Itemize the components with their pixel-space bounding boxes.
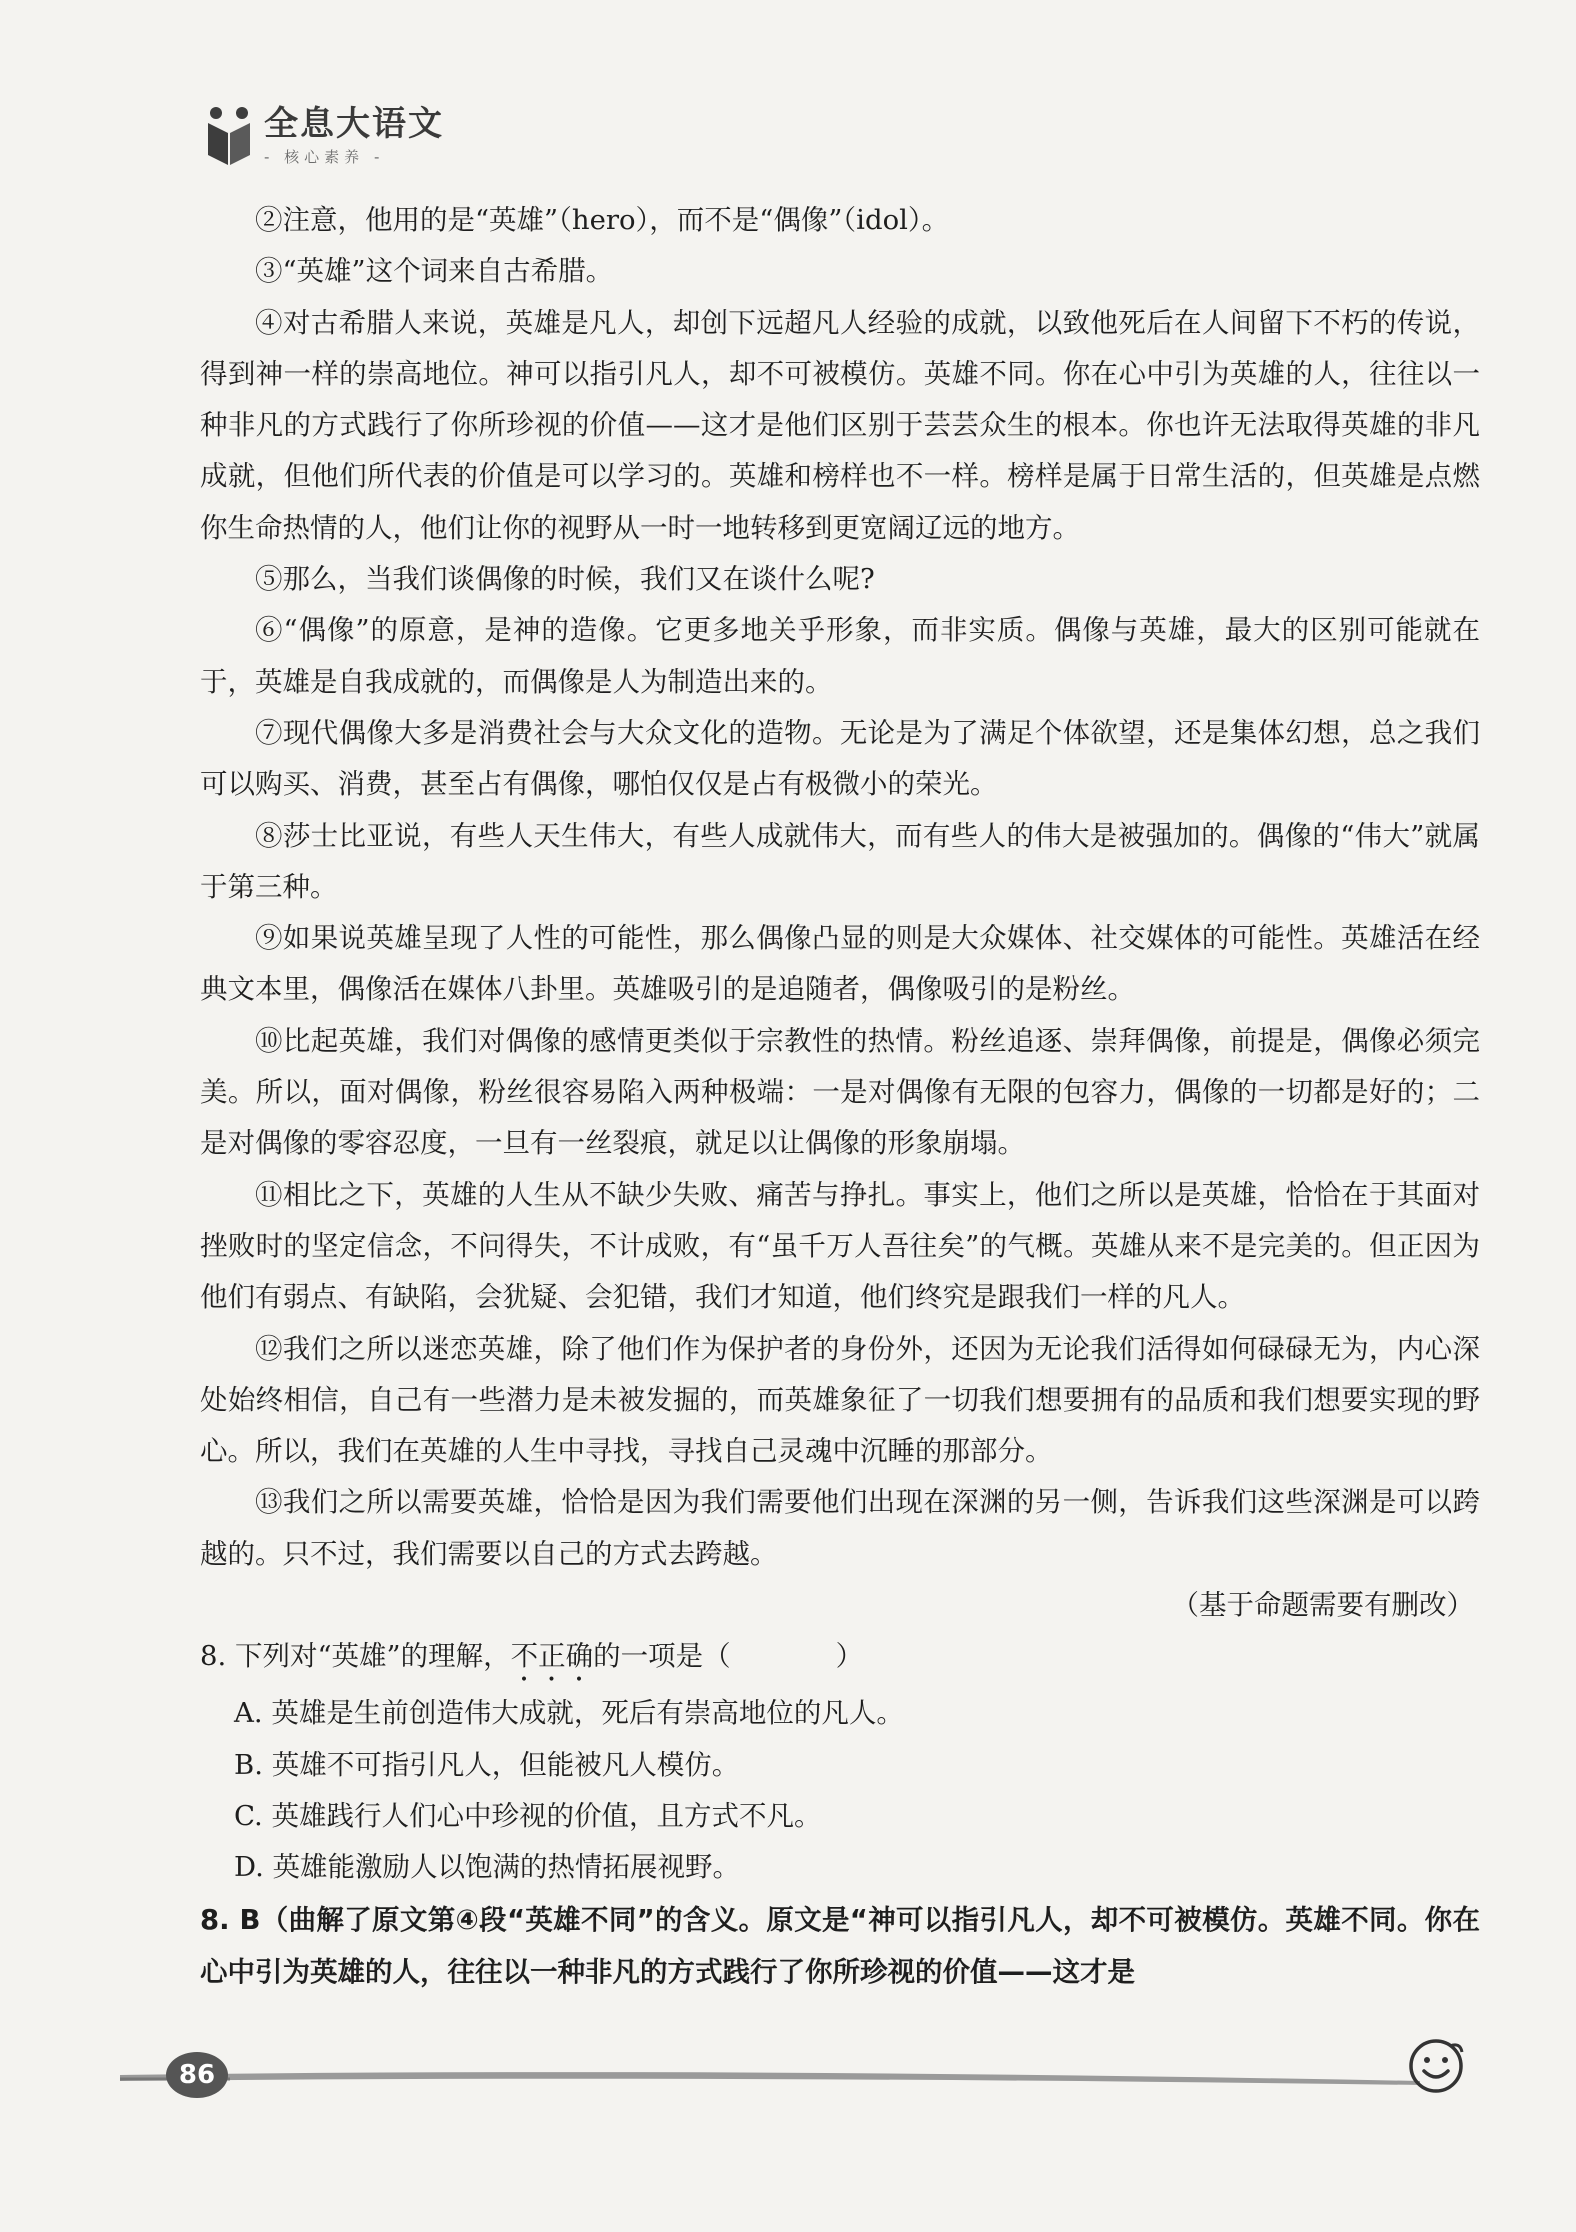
question-stem-emphasis: 不正确 xyxy=(510,1640,594,1673)
article-paragraph: ⑤那么，当我们谈偶像的时候，我们又在谈什么呢? xyxy=(255,563,875,596)
source-note: （基于命题需要有删改） xyxy=(1171,1589,1474,1622)
footer-swoosh xyxy=(0,2045,1576,2155)
article-paragraph: ⑫我们之所以迷恋英雄，除了他们作为保护者的身份外，还因为无论我们活得如何碌碌无为，内心深处始终相信，自己有一些潜力是未被发掘的，而英雄象征了一切我们想要拥有的品质和我们想要实现的野心。所以，我们在英雄的人生中寻找，寻找自己灵魂中沉睡的那部分。 xyxy=(200,1332,1480,1468)
smiley-face-icon xyxy=(1406,2036,1466,2096)
question-stem xyxy=(200,1631,1480,1688)
answer-explanation: 8. B（曲解了原文第④段“英雄不同”的含义。原文是“神可以指引凡人，却不可被模仿。英雄不同。你在心中引为英雄的人，往往以一种非凡的方式践行了你所珍视的价值——这才是 xyxy=(200,1903,1480,1988)
option-a: A. 英雄是生前创造伟大成就，死后有崇高地位的凡人。 xyxy=(234,1697,904,1730)
brand-logo xyxy=(206,104,444,167)
article-paragraph: ④对古希腊人来说，英雄是凡人，却创下远超凡人经验的成就，以致他死后在人间留下不朽的传说，得到神一样的崇高地位。神可以指引凡人，却不可被模仿。英雄不同。你在心中引为英雄的人，往往以一种非凡的方式践行了你所珍视的价值——这才是他们区别于芸芸众生的根本。你也许无法取得英雄的非凡成就，但他们所代表的价值是可以学习的。英雄和榜样也不一样。榜样是属于日常生活的，但英雄是点燃你生命热情的人，他们让你的视野从一时一地转移到更宽阔辽远的地方。 xyxy=(200,306,1480,544)
question-stem-before: 下列对“英雄”的理解， xyxy=(235,1640,511,1673)
question-stem-after: 的一项是（ xyxy=(593,1640,731,1673)
article-paragraph: ⑦现代偶像大多是消费社会与大众文化的造物。无论是为了满足个体欲望，还是集体幻想，总之我们可以购买、消费，甚至占有偶像，哪怕仅仅是占有极微小的荣光。 xyxy=(200,716,1480,801)
question-block xyxy=(200,1631,1480,1893)
article-paragraph: ⑧莎士比亚说，有些人天生伟大，有些人成就伟大，而有些人的伟大是被强加的。偶像的“伟大”就属于第三种。 xyxy=(200,819,1480,903)
page-content xyxy=(200,195,1480,1998)
article-paragraph: ⑪相比之下，英雄的人生从不缺少失败、痛苦与挣扎。事实上，他们之所以是英雄，恰恰在于其面对挫败时的坚定信念，不问得失，不计成败，有“虽千万人吾往矣”的气概。英雄从来不是完美的。但正因为他们有弱点、有缺陷，会犹疑、会犯错，我们才知道，他们终究是跟我们一样的凡人。 xyxy=(200,1178,1480,1314)
article-paragraph: ⑥“偶像”的原意，是神的造像。它更多地关乎形象，而非实质。偶像与英雄，最大的区别可能就在于，英雄是自我成就的，而偶像是人为制造出来的。 xyxy=(200,614,1480,698)
book-person-logo-icon xyxy=(206,105,252,167)
question-stem-close: ） xyxy=(835,1640,864,1673)
option-d: D. 英雄能激励人以饱满的热情拓展视野。 xyxy=(234,1851,741,1884)
question-number: 8. xyxy=(200,1640,227,1673)
article-paragraph: ⑨如果说英雄呈现了人性的可能性，那么偶像凸显的则是大众媒体、社交媒体的可能性。英雄活在经典文本里，偶像活在媒体八卦里。英雄吸引的是追随者，偶像吸引的是粉丝。 xyxy=(200,922,1480,1006)
article-paragraph: ⑩比起英雄，我们对偶像的感情更类似于宗教性的热情。粉丝追逐、崇拜偶像，前提是，偶像必须完美。所以，面对偶像，粉丝很容易陷入两种极端：一是对偶像有无限的包容力，偶像的一切都是好的；二是对偶像的零容忍度，一旦有一丝裂痕，就足以让偶像的形象崩塌。 xyxy=(200,1024,1480,1160)
article-paragraph: ⑬我们之所以需要英雄，恰恰是因为我们需要他们出现在深渊的另一侧，告诉我们这些深渊是可以跨越的。只不过，我们需要以自己的方式去跨越。 xyxy=(200,1486,1480,1570)
article-paragraph: ③“英雄”这个词来自古希腊。 xyxy=(255,255,614,288)
brand-subtitle: - 核心素养 - xyxy=(264,148,385,166)
brand-title: 全息大语文 xyxy=(264,104,444,144)
article-paragraph: ②注意，他用的是“英雄”（hero），而不是“偶像”（idol）。 xyxy=(255,204,950,236)
page-number: 86 xyxy=(166,2052,228,2098)
article-body xyxy=(200,195,1480,1631)
option-c: C. 英雄践行人们心中珍视的价值，且方式不凡。 xyxy=(234,1799,822,1832)
option-b: B. 英雄不可指引凡人，但能被凡人模仿。 xyxy=(234,1748,740,1781)
